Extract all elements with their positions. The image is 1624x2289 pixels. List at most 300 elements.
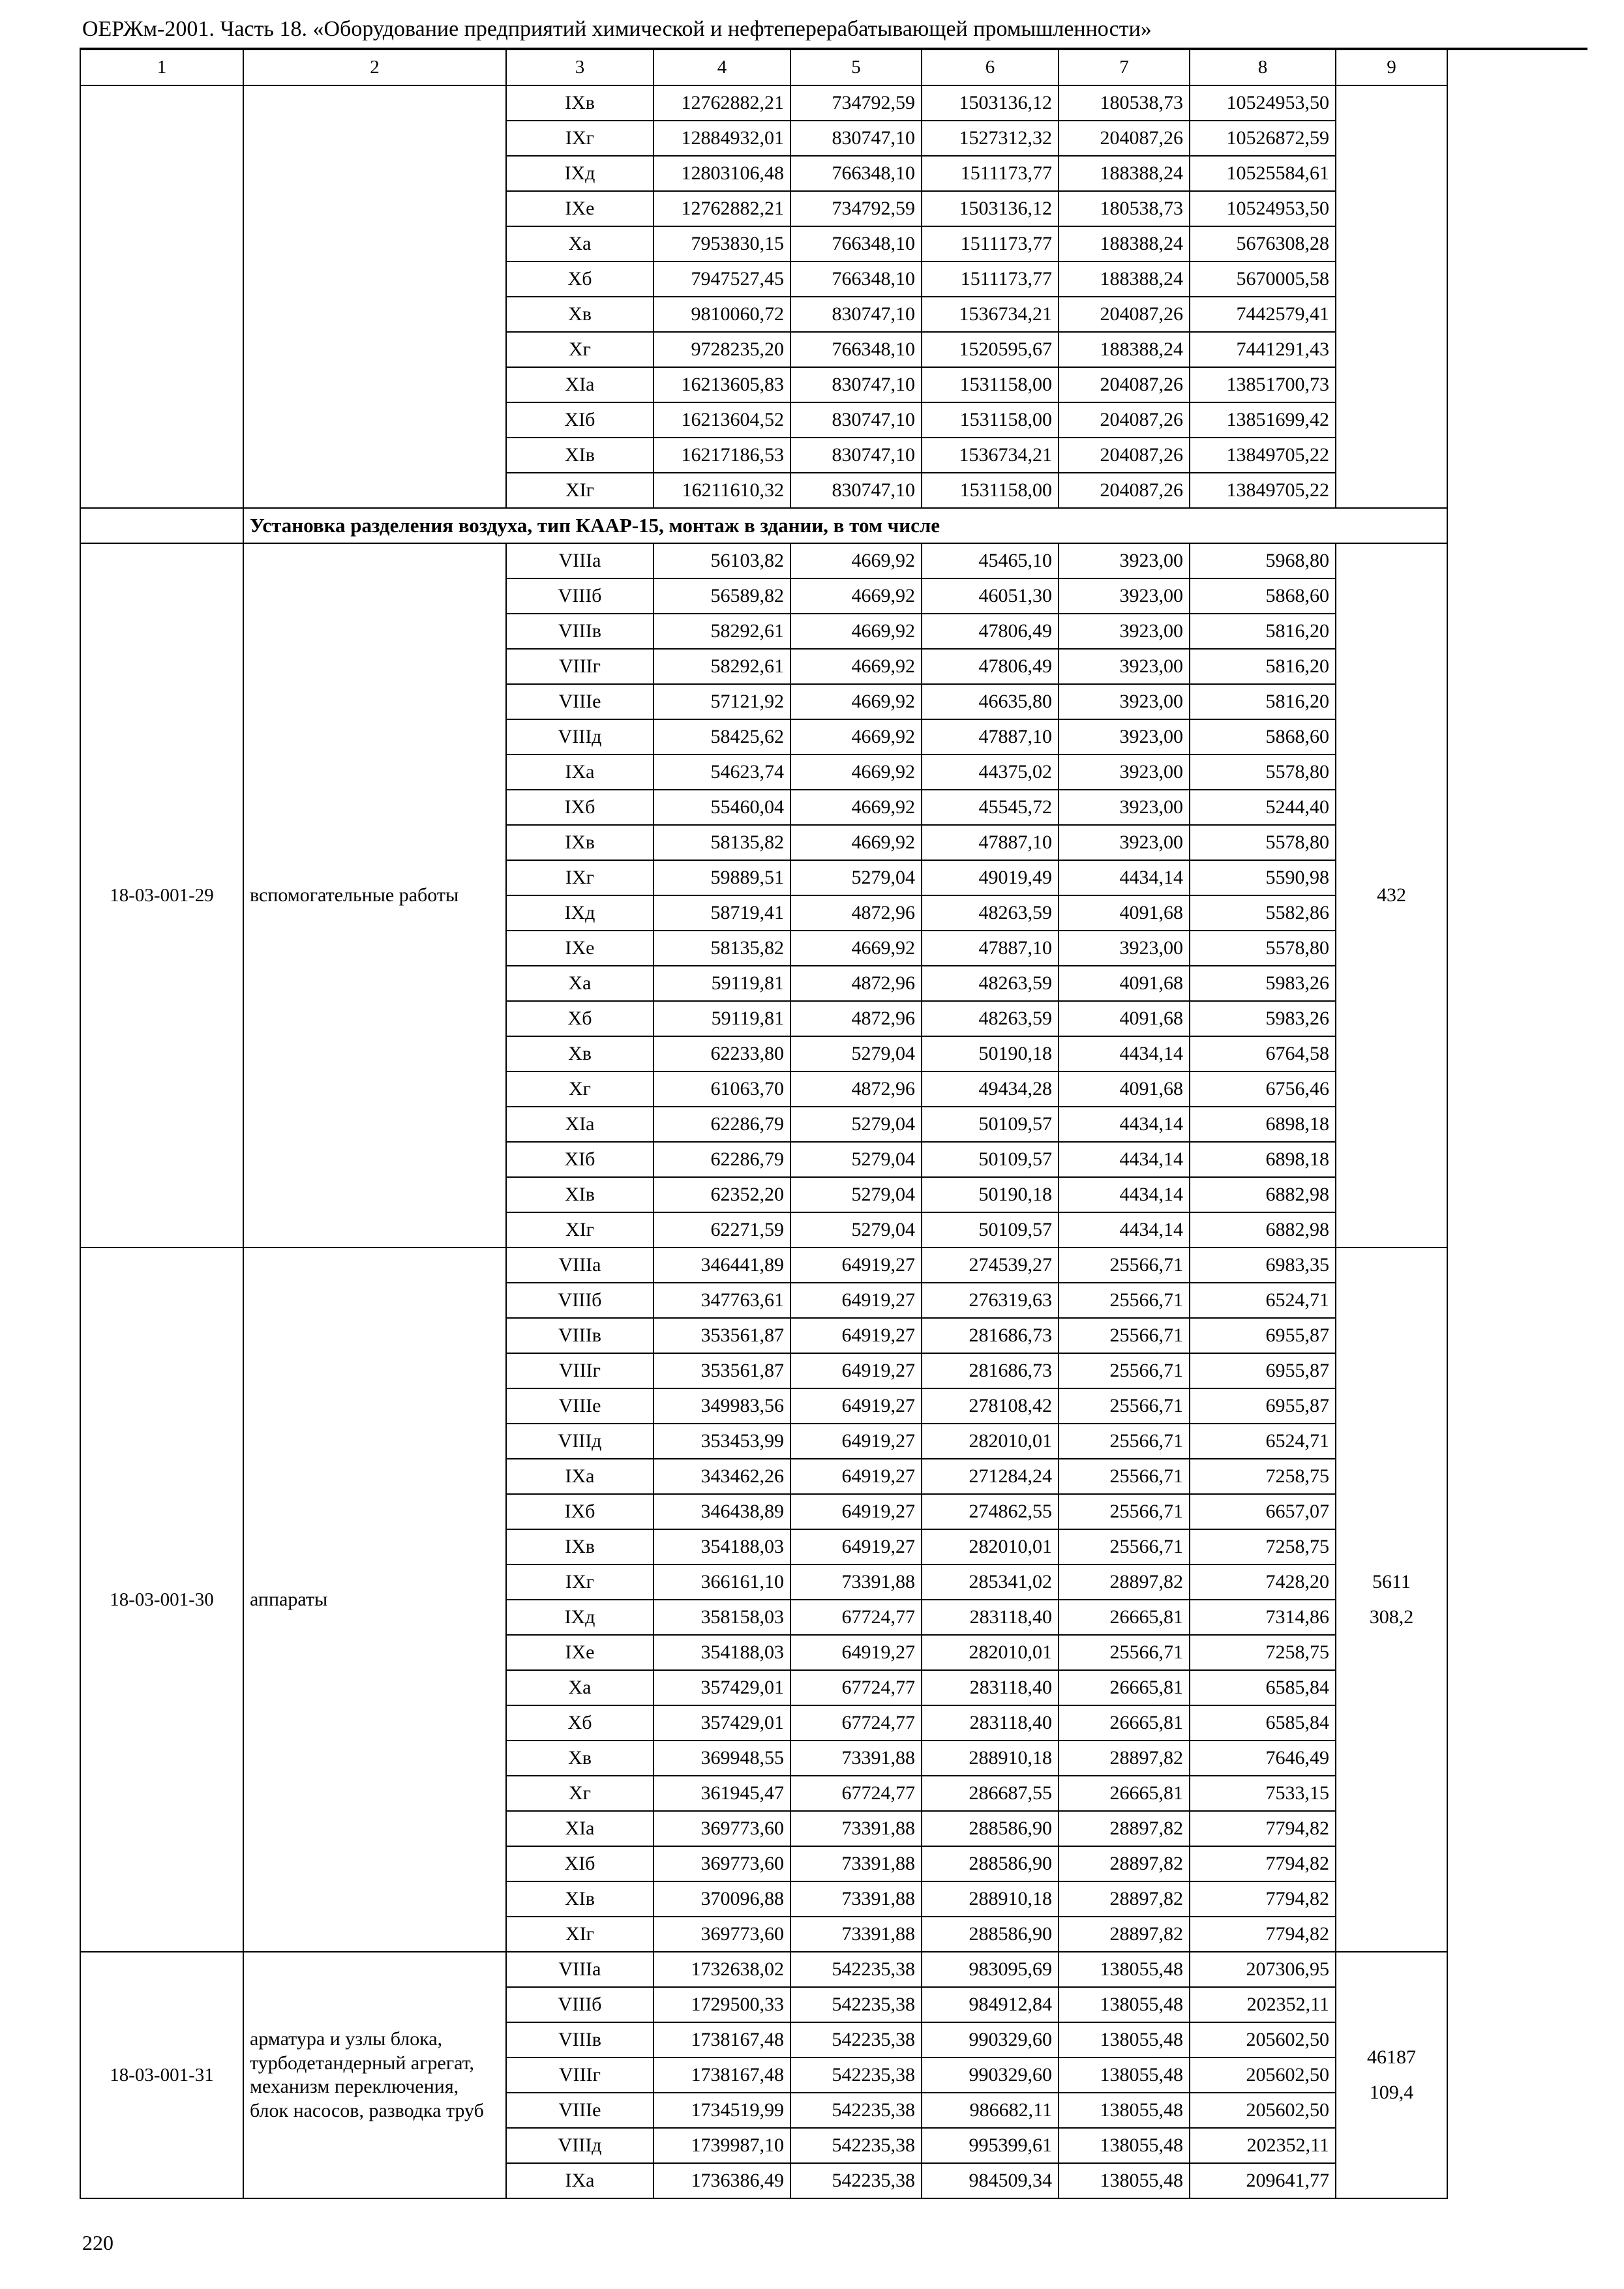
cell-value: 64919,27 — [790, 1388, 922, 1424]
cell-value: 990329,60 — [922, 2057, 1059, 2093]
cell-value: 276319,63 — [922, 1283, 1059, 1318]
cell-value: 12762882,21 — [654, 191, 790, 226]
cell-value: 47887,10 — [922, 825, 1059, 860]
cell-value: 986682,11 — [922, 2093, 1059, 2128]
section-title: Установка разделения воздуха, тип КААР-15, монтаж в здании, в том числе — [243, 508, 1447, 543]
cell-value: 542235,38 — [790, 2128, 922, 2163]
cell-value: 180538,73 — [1059, 85, 1190, 121]
cell-value: 734792,59 — [790, 191, 922, 226]
cell-value: 766348,10 — [790, 226, 922, 262]
cell-value: 6657,07 — [1190, 1494, 1336, 1529]
cell-value: 26665,81 — [1059, 1776, 1190, 1811]
cell-value: 286687,55 — [922, 1776, 1059, 1811]
cell-value: 25566,71 — [1059, 1248, 1190, 1283]
cell-value: 1739987,10 — [654, 2128, 790, 2163]
cell-value: 5578,80 — [1190, 825, 1336, 860]
mass-value: 109,4 — [1369, 2082, 1414, 2104]
cell-value: 1536734,21 — [922, 297, 1059, 332]
column-number: 2 — [243, 50, 506, 85]
cell-index: VIIIв — [506, 1318, 654, 1353]
cell-value: 188388,24 — [1059, 226, 1190, 262]
cell-value: 734792,59 — [790, 85, 922, 121]
cell-value: 7428,20 — [1190, 1564, 1336, 1600]
cell-value: 73391,88 — [790, 1564, 922, 1600]
cell-value: 4669,92 — [790, 614, 922, 649]
cell-value: 59889,51 — [654, 860, 790, 895]
cell-value: 4669,92 — [790, 684, 922, 719]
cell-value: 64919,27 — [790, 1248, 922, 1283]
cell-value: 209641,77 — [1190, 2163, 1336, 2198]
cell-value: 25566,71 — [1059, 1529, 1190, 1564]
cell-value: 64919,27 — [790, 1283, 922, 1318]
cell-value: 204087,26 — [1059, 297, 1190, 332]
cell-value: 67724,77 — [790, 1670, 922, 1705]
cell-index: Xг — [506, 1776, 654, 1811]
cell-value: 285341,02 — [922, 1564, 1059, 1600]
cell-value: 73391,88 — [790, 1846, 922, 1881]
section-empty-cell — [80, 508, 243, 543]
cell-value: 7794,82 — [1190, 1846, 1336, 1881]
cell-index: Xг — [506, 332, 654, 367]
cell-value: 4434,14 — [1059, 1177, 1190, 1212]
cell-index: IXг — [506, 121, 654, 156]
cell-value: 1736386,49 — [654, 2163, 790, 2198]
cell-value: 202352,11 — [1190, 2128, 1336, 2163]
cell-index: IXб — [506, 1494, 654, 1529]
cell-value: 370096,88 — [654, 1881, 790, 1917]
cell-value: 64919,27 — [790, 1459, 922, 1494]
cell-value: 12803106,48 — [654, 156, 790, 191]
cell-value: 282010,01 — [922, 1424, 1059, 1459]
cell-code — [80, 85, 243, 508]
cell-index: Xб — [506, 1705, 654, 1741]
cell-index: IXв — [506, 1529, 654, 1564]
cell-value: 56103,82 — [654, 543, 790, 578]
cell-value: 204087,26 — [1059, 473, 1190, 508]
cell-value: 16217186,53 — [654, 438, 790, 473]
cell-value: 766348,10 — [790, 262, 922, 297]
cell-value: 47806,49 — [922, 614, 1059, 649]
cell-description: вспомогательные работы — [243, 543, 506, 1248]
cell-value: 58135,82 — [654, 931, 790, 966]
cell-value: 50190,18 — [922, 1036, 1059, 1071]
cell-index: IXв — [506, 825, 654, 860]
cell-index: XIв — [506, 438, 654, 473]
cell-code: 18-03-001-29 — [80, 543, 243, 1248]
cell-value: 58719,41 — [654, 895, 790, 931]
cell-value: 1531158,00 — [922, 367, 1059, 402]
cell-value: 64919,27 — [790, 1318, 922, 1353]
estimates-table-body — [80, 50, 1447, 2198]
cell-value: 67724,77 — [790, 1705, 922, 1741]
cell-value: 64919,27 — [790, 1635, 922, 1670]
cell-value: 5279,04 — [790, 1107, 922, 1142]
cell-value: 353561,87 — [654, 1353, 790, 1388]
cell-value: 6585,84 — [1190, 1705, 1336, 1741]
cell-value: 6955,87 — [1190, 1388, 1336, 1424]
cell-value: 10525584,61 — [1190, 156, 1336, 191]
cell-value: 4669,92 — [790, 649, 922, 684]
cell-value: 5279,04 — [790, 1177, 922, 1212]
cell-value: 48263,59 — [922, 1001, 1059, 1036]
cell-value: 3923,00 — [1059, 578, 1190, 614]
cell-value: 7441291,43 — [1190, 332, 1336, 367]
cell-description: аппараты — [243, 1248, 506, 1952]
cell-value: 25566,71 — [1059, 1318, 1190, 1353]
cell-index: VIIIе — [506, 1388, 654, 1424]
cell-mass — [1336, 1952, 1447, 2198]
cell-value: 138055,48 — [1059, 1987, 1190, 2022]
cell-value: 542235,38 — [790, 1987, 922, 2022]
cell-index: VIIIе — [506, 684, 654, 719]
cell-index: XIв — [506, 1177, 654, 1212]
cell-value: 7258,75 — [1190, 1529, 1336, 1564]
cell-value: 4669,92 — [790, 825, 922, 860]
cell-value: 26665,81 — [1059, 1670, 1190, 1705]
cell-value: 1536734,21 — [922, 438, 1059, 473]
mass-value: 5611 — [1372, 1571, 1411, 1593]
cell-index: VIIIг — [506, 1353, 654, 1388]
cell-value: 5816,20 — [1190, 684, 1336, 719]
estimates-table — [80, 50, 1448, 2199]
cell-value: 282010,01 — [922, 1529, 1059, 1564]
cell-value: 278108,42 — [922, 1388, 1059, 1424]
cell-value: 984509,34 — [922, 2163, 1059, 2198]
cell-value: 25566,71 — [1059, 1459, 1190, 1494]
cell-value: 1527312,32 — [922, 121, 1059, 156]
cell-value: 25566,71 — [1059, 1353, 1190, 1388]
cell-value: 62352,20 — [654, 1177, 790, 1212]
cell-value: 9728235,20 — [654, 332, 790, 367]
mass-value: 46187 — [1367, 2046, 1416, 2069]
cell-value: 73391,88 — [790, 1811, 922, 1846]
cell-index: Xа — [506, 966, 654, 1001]
cell-value: 204087,26 — [1059, 402, 1190, 438]
cell-value: 4872,96 — [790, 966, 922, 1001]
column-number: 9 — [1336, 50, 1447, 85]
cell-index: VIIIб — [506, 578, 654, 614]
cell-value: 283118,40 — [922, 1670, 1059, 1705]
column-number: 6 — [922, 50, 1059, 85]
cell-index: VIIIг — [506, 649, 654, 684]
cell-index: IXа — [506, 2163, 654, 2198]
cell-mass — [1336, 543, 1447, 1248]
cell-value: 281686,73 — [922, 1353, 1059, 1388]
cell-value: 357429,01 — [654, 1670, 790, 1705]
cell-value: 64919,27 — [790, 1353, 922, 1388]
cell-description — [243, 85, 506, 508]
cell-value: 983095,69 — [922, 1952, 1059, 1987]
cell-value: 73391,88 — [790, 1741, 922, 1776]
cell-value: 26665,81 — [1059, 1600, 1190, 1635]
cell-value: 542235,38 — [790, 2093, 922, 2128]
cell-mass — [1336, 85, 1447, 508]
cell-value: 138055,48 — [1059, 2093, 1190, 2128]
cell-value: 202352,11 — [1190, 1987, 1336, 2022]
cell-value: 7794,82 — [1190, 1811, 1336, 1846]
cell-value: 47887,10 — [922, 719, 1059, 755]
cell-value: 6882,98 — [1190, 1177, 1336, 1212]
cell-value: 12762882,21 — [654, 85, 790, 121]
cell-value: 274862,55 — [922, 1494, 1059, 1529]
cell-value: 49019,49 — [922, 860, 1059, 895]
cell-value: 48263,59 — [922, 966, 1059, 1001]
cell-value: 3923,00 — [1059, 614, 1190, 649]
cell-value: 45465,10 — [922, 543, 1059, 578]
cell-value: 28897,82 — [1059, 1564, 1190, 1600]
cell-value: 5279,04 — [790, 1212, 922, 1248]
cell-value: 1732638,02 — [654, 1952, 790, 1987]
cell-value: 204087,26 — [1059, 121, 1190, 156]
cell-value: 7953830,15 — [654, 226, 790, 262]
cell-value: 288586,90 — [922, 1811, 1059, 1846]
cell-value: 5578,80 — [1190, 755, 1336, 790]
cell-description: арматура и узлы блока, турбодетандерный агрегат, механизм переключения, блок насосов, разводка труб — [243, 1952, 506, 2198]
cell-value: 47806,49 — [922, 649, 1059, 684]
cell-value: 10524953,50 — [1190, 85, 1336, 121]
cell-value: 357429,01 — [654, 1705, 790, 1741]
cell-value: 138055,48 — [1059, 2163, 1190, 2198]
cell-value: 62286,79 — [654, 1142, 790, 1177]
cell-index: IXа — [506, 755, 654, 790]
column-number: 7 — [1059, 50, 1190, 85]
cell-value: 288586,90 — [922, 1846, 1059, 1881]
cell-value: 73391,88 — [790, 1881, 922, 1917]
mass-value: 308,2 — [1369, 1606, 1414, 1628]
cell-value: 830747,10 — [790, 402, 922, 438]
cell-value: 4669,92 — [790, 931, 922, 966]
cell-value: 50109,57 — [922, 1212, 1059, 1248]
cell-index: XIа — [506, 1811, 654, 1846]
cell-value: 4091,68 — [1059, 966, 1190, 1001]
cell-value: 13849705,22 — [1190, 438, 1336, 473]
cell-value: 138055,48 — [1059, 2057, 1190, 2093]
cell-value: 58425,62 — [654, 719, 790, 755]
cell-value: 12884932,01 — [654, 121, 790, 156]
cell-value: 542235,38 — [790, 2057, 922, 2093]
cell-value: 59119,81 — [654, 1001, 790, 1036]
cell-index: IXд — [506, 1600, 654, 1635]
cell-value: 28897,82 — [1059, 1741, 1190, 1776]
cell-index: XIг — [506, 1917, 654, 1952]
cell-value: 5590,98 — [1190, 860, 1336, 895]
cell-value: 358158,03 — [654, 1600, 790, 1635]
cell-value: 58135,82 — [654, 825, 790, 860]
cell-value: 354188,03 — [654, 1635, 790, 1670]
cell-value: 353561,87 — [654, 1318, 790, 1353]
cell-value: 271284,24 — [922, 1459, 1059, 1494]
cell-value: 67724,77 — [790, 1776, 922, 1811]
cell-value: 5244,40 — [1190, 790, 1336, 825]
cell-value: 5816,20 — [1190, 614, 1336, 649]
cell-value: 7794,82 — [1190, 1917, 1336, 1952]
cell-mass — [1336, 1248, 1447, 1952]
cell-value: 7258,75 — [1190, 1459, 1336, 1494]
cell-value: 138055,48 — [1059, 2022, 1190, 2057]
cell-value: 369773,60 — [654, 1917, 790, 1952]
cell-index: VIIIе — [506, 2093, 654, 2128]
cell-value: 46051,30 — [922, 578, 1059, 614]
cell-value: 1738167,48 — [654, 2022, 790, 2057]
cell-value: 4669,92 — [790, 578, 922, 614]
cell-value: 4669,92 — [790, 719, 922, 755]
cell-value: 1520595,67 — [922, 332, 1059, 367]
cell-value: 4872,96 — [790, 1071, 922, 1107]
cell-value: 28897,82 — [1059, 1846, 1190, 1881]
cell-value: 369948,55 — [654, 1741, 790, 1776]
cell-value: 6983,35 — [1190, 1248, 1336, 1283]
cell-value: 5816,20 — [1190, 649, 1336, 684]
cell-index: VIIIа — [506, 1248, 654, 1283]
cell-value: 5868,60 — [1190, 719, 1336, 755]
cell-value: 283118,40 — [922, 1600, 1059, 1635]
cell-value: 3923,00 — [1059, 684, 1190, 719]
cell-index: Xб — [506, 1001, 654, 1036]
cell-value: 28897,82 — [1059, 1917, 1190, 1952]
cell-index: VIIIб — [506, 1987, 654, 2022]
cell-index: IXд — [506, 156, 654, 191]
cell-value: 28897,82 — [1059, 1811, 1190, 1846]
cell-value: 25566,71 — [1059, 1283, 1190, 1318]
cell-value: 6756,46 — [1190, 1071, 1336, 1107]
cell-value: 542235,38 — [790, 2022, 922, 2057]
cell-value: 7258,75 — [1190, 1635, 1336, 1670]
cell-value: 138055,48 — [1059, 2128, 1190, 2163]
cell-value: 3923,00 — [1059, 755, 1190, 790]
cell-value: 766348,10 — [790, 332, 922, 367]
column-number: 4 — [654, 50, 790, 85]
cell-value: 1511173,77 — [922, 262, 1059, 297]
cell-value: 4434,14 — [1059, 1142, 1190, 1177]
cell-value: 6524,71 — [1190, 1283, 1336, 1318]
cell-index: VIIIа — [506, 543, 654, 578]
cell-value: 50109,57 — [922, 1107, 1059, 1142]
cell-value: 73391,88 — [790, 1917, 922, 1952]
cell-value: 58292,61 — [654, 649, 790, 684]
cell-index: XIб — [506, 402, 654, 438]
cell-value: 542235,38 — [790, 2163, 922, 2198]
cell-value: 16213605,83 — [654, 367, 790, 402]
document-header-title: ОЕРЖм-2001. Часть 18. «Оборудование предприятий химической и нефтеперерабатывающей промышленности» — [82, 17, 1152, 41]
cell-value: 205602,50 — [1190, 2093, 1336, 2128]
cell-value: 3923,00 — [1059, 719, 1190, 755]
cell-value: 7533,15 — [1190, 1776, 1336, 1811]
cell-value: 542235,38 — [790, 1952, 922, 1987]
cell-value: 44375,02 — [922, 755, 1059, 790]
cell-code: 18-03-001-30 — [80, 1248, 243, 1952]
cell-value: 25566,71 — [1059, 1388, 1190, 1424]
cell-value: 205602,50 — [1190, 2022, 1336, 2057]
cell-value: 5279,04 — [790, 1142, 922, 1177]
cell-value: 7442579,41 — [1190, 297, 1336, 332]
cell-value: 48263,59 — [922, 895, 1059, 931]
cell-value: 7947527,45 — [654, 262, 790, 297]
cell-value: 188388,24 — [1059, 156, 1190, 191]
cell-value: 25566,71 — [1059, 1424, 1190, 1459]
cell-value: 50190,18 — [922, 1177, 1059, 1212]
cell-index: Xв — [506, 1741, 654, 1776]
page-number: 220 — [82, 2231, 113, 2254]
cell-value: 5983,26 — [1190, 966, 1336, 1001]
table-row — [80, 1248, 1447, 1283]
cell-value: 4669,92 — [790, 790, 922, 825]
cell-value: 5868,60 — [1190, 578, 1336, 614]
cell-value: 204087,26 — [1059, 438, 1190, 473]
cell-value: 830747,10 — [790, 297, 922, 332]
cell-value: 5279,04 — [790, 1036, 922, 1071]
cell-value: 204087,26 — [1059, 367, 1190, 402]
cell-value: 354188,03 — [654, 1529, 790, 1564]
cell-value: 188388,24 — [1059, 332, 1190, 367]
cell-value: 25566,71 — [1059, 1635, 1190, 1670]
cell-value: 984912,84 — [922, 1987, 1059, 2022]
cell-value: 45545,72 — [922, 790, 1059, 825]
cell-value: 830747,10 — [790, 121, 922, 156]
column-number-row — [80, 50, 1447, 85]
cell-value: 369773,60 — [654, 1846, 790, 1881]
cell-value: 5578,80 — [1190, 931, 1336, 966]
cell-value: 349983,56 — [654, 1388, 790, 1424]
cell-value: 4091,68 — [1059, 895, 1190, 931]
cell-value: 16211610,32 — [654, 473, 790, 508]
cell-value: 3923,00 — [1059, 649, 1190, 684]
cell-value: 347763,61 — [654, 1283, 790, 1318]
column-number: 1 — [80, 50, 243, 85]
cell-value: 4434,14 — [1059, 1107, 1190, 1142]
cell-value: 6898,18 — [1190, 1107, 1336, 1142]
cell-index: Xг — [506, 1071, 654, 1107]
cell-index: Xа — [506, 226, 654, 262]
column-number: 8 — [1190, 50, 1336, 85]
cell-index: XIа — [506, 367, 654, 402]
cell-value: 4434,14 — [1059, 1036, 1190, 1071]
cell-index: IXг — [506, 860, 654, 895]
cell-index: IXе — [506, 191, 654, 226]
cell-value: 1503136,12 — [922, 191, 1059, 226]
cell-value: 54623,74 — [654, 755, 790, 790]
cell-value: 4091,68 — [1059, 1001, 1190, 1036]
cell-value: 1531158,00 — [922, 473, 1059, 508]
cell-value: 5968,80 — [1190, 543, 1336, 578]
cell-value: 26665,81 — [1059, 1705, 1190, 1741]
cell-index: XIб — [506, 1142, 654, 1177]
cell-value: 138055,48 — [1059, 1952, 1190, 1987]
cell-value: 10524953,50 — [1190, 191, 1336, 226]
cell-value: 1503136,12 — [922, 85, 1059, 121]
cell-value: 59119,81 — [654, 966, 790, 1001]
cell-value: 4091,68 — [1059, 1071, 1190, 1107]
cell-value: 10526872,59 — [1190, 121, 1336, 156]
cell-index: VIIIд — [506, 1424, 654, 1459]
cell-value: 5582,86 — [1190, 895, 1336, 931]
cell-index: IXб — [506, 790, 654, 825]
cell-value: 6955,87 — [1190, 1318, 1336, 1353]
cell-value: 57121,92 — [654, 684, 790, 719]
cell-index: Xв — [506, 1036, 654, 1071]
cell-value: 274539,27 — [922, 1248, 1059, 1283]
cell-value: 5676308,28 — [1190, 226, 1336, 262]
cell-value: 7314,86 — [1190, 1600, 1336, 1635]
cell-value: 1734519,99 — [654, 2093, 790, 2128]
cell-index: XIа — [506, 1107, 654, 1142]
cell-value: 67724,77 — [790, 1600, 922, 1635]
cell-value: 990329,60 — [922, 2022, 1059, 2057]
cell-value: 64919,27 — [790, 1494, 922, 1529]
cell-value: 13851700,73 — [1190, 367, 1336, 402]
cell-value: 1511173,77 — [922, 156, 1059, 191]
cell-index: VIIIв — [506, 614, 654, 649]
cell-value: 4872,96 — [790, 1001, 922, 1036]
